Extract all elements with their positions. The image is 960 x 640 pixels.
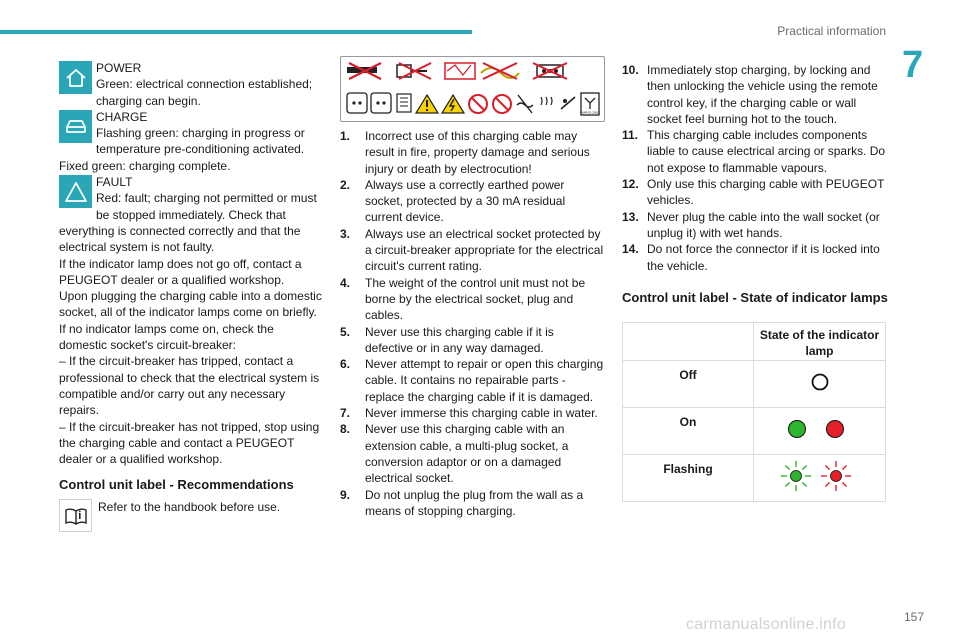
indicator-cell xyxy=(754,454,886,501)
right-column xyxy=(622,62,888,502)
list-item: 12. Only use this charging cable with PEUGEOT vehicles. xyxy=(622,177,885,208)
fault-paragraph: – If the circuit-breaker has not tripped, stop using the charging cable and contact a PEUGEOT dealer or a qualified workshop. xyxy=(59,419,320,467)
no-multi-plug-icon xyxy=(533,63,567,79)
recommendations-list-part-2 xyxy=(622,62,888,274)
list-item: 9. Do not unplug the plug from the wall as a means of stopping charging. xyxy=(340,487,584,518)
recommendations-heading: Control unit label - Recommendations xyxy=(59,477,294,493)
no-wet-hands-icon xyxy=(561,97,575,109)
recommendations-list-part-1 xyxy=(340,128,605,519)
charge-cable-icon xyxy=(580,93,601,115)
list-item: 10. Immediately stop charging, by locking and then unlocking the vehicle using the remote control key, if the charging cable or wall socket feel burning hot to the touch. xyxy=(622,63,878,126)
list-item: 13. Never plug the cable into the wall socket (or unplug it) with wet hands. xyxy=(622,209,880,240)
table-row xyxy=(623,454,886,501)
state-label: On xyxy=(623,407,754,454)
list-item: 4. The weight of the control unit must not be borne by the electrical socket, plug and cables. xyxy=(340,275,586,323)
handbook-text: Refer to the handbook before use. xyxy=(98,500,281,515)
fault-paragraph: – If the circuit-breaker has tripped, contact a professional to check that the electrical system is compatible and/or carry out any necessary repairs. xyxy=(59,354,320,418)
section-title: Practical information xyxy=(777,24,886,38)
no-extension-cable-icon xyxy=(347,63,381,79)
lamp-description: Green: electrical connection established; charging can begin. xyxy=(96,77,313,108)
lamp-description: Flashing green: charging in progress or temperature pre-conditioning activated. xyxy=(96,126,305,157)
electrical-hazard-icon xyxy=(442,95,464,113)
table-row xyxy=(623,360,886,407)
open-book-icon xyxy=(59,499,92,532)
handbook-note xyxy=(59,499,322,532)
list-item: 6. Never attempt to repair or open this charging cable. It contains no repairable parts - replace the charging cable if it is damaged. xyxy=(340,357,604,404)
fault-paragraph: If the indicator lamp does not go off, contact a PEUGEOT dealer or a qualified workshop. xyxy=(59,256,302,287)
control-unit-label-image xyxy=(340,56,605,122)
list-item: 7. Never immerse this charging cable in water. xyxy=(340,406,598,421)
warning-triangle-icon xyxy=(59,175,92,208)
list-item: 3. Always use an electrical socket protected by a circuit-breaker appropriate for the electrical circuit's current rating. xyxy=(340,226,604,274)
indicator-cell xyxy=(754,360,886,407)
flashing-green-lamp-icon xyxy=(781,461,811,491)
red-lamp-icon xyxy=(826,420,843,437)
hot-surface-icon xyxy=(541,97,552,105)
lamp-charge xyxy=(59,109,322,158)
no-immersion-icon xyxy=(517,95,533,113)
indicator-cell xyxy=(754,407,886,454)
empty-circle-icon xyxy=(805,367,835,397)
table-header-empty xyxy=(623,322,754,360)
no-open-icon xyxy=(493,95,511,113)
state-label: Flashing xyxy=(623,454,754,501)
watermark: carmanualsonline.info xyxy=(686,616,846,633)
lamp-extra: Fixed green: charging complete. xyxy=(59,158,231,173)
label-caption: CHARGE CABLE xyxy=(579,111,601,115)
no-damaged-socket-icon xyxy=(445,63,475,79)
state-label: Off xyxy=(623,360,754,407)
lamp-power xyxy=(59,60,322,109)
middle-column xyxy=(340,56,605,519)
lamp-name: CHARGE xyxy=(96,109,148,124)
lamp-name: POWER xyxy=(96,61,142,75)
no-wet-cable-icon xyxy=(481,63,519,79)
no-repair-icon xyxy=(469,95,487,113)
list-item: 5. Never use this charging cable if it is defective or in any way damaged. xyxy=(340,324,554,355)
earthed-socket-icon xyxy=(347,93,391,113)
list-item: 2. Always use a correctly earthed power socket, protected by a 30 mA residual current device. xyxy=(340,177,566,225)
page-number: 157 xyxy=(903,610,924,624)
car-icon xyxy=(59,110,92,143)
fault-paragraph: If no indicator lamps come on, check the domestic socket's circuit-breaker: xyxy=(59,321,274,353)
indicator-state-table xyxy=(622,322,886,502)
chapter-number: 7 xyxy=(902,44,924,86)
left-column xyxy=(59,60,322,532)
fault-paragraph: Red: fault; charging not permitted or must be stopped immediately. Check that everything is connected correctly and that the electrical system is not faulty. xyxy=(59,191,317,255)
no-adaptor-icon xyxy=(397,63,431,79)
state-table-heading: Control unit label - State of indicator lamps xyxy=(622,289,888,305)
list-item: 11. This charging cable includes components liable to cause electrical arcing or sparks. Do not expose to flammable vapours. xyxy=(622,128,886,175)
list-item: 8. Never use this charging cable with an extension cable, a multi-plug socket, a conversion adaptor or on a damaged electrical socket. xyxy=(340,422,569,486)
header-accent-bar xyxy=(0,30,472,34)
table-header: State of the indicator lamp xyxy=(754,322,886,360)
residual-current-device-icon xyxy=(397,94,411,112)
flashing-red-lamp-icon xyxy=(821,461,851,491)
home-icon xyxy=(59,61,92,94)
lamp-name: FAULT xyxy=(96,175,133,190)
table-row xyxy=(623,407,886,454)
lamp-fault xyxy=(59,174,322,255)
list-item: 14. Do not force the connector if it is locked into the vehicle. xyxy=(622,242,880,273)
list-item: 1. Incorrect use of this charging cable may result in fire, property damage and serious injury or death by electrocution! xyxy=(340,129,590,176)
fault-paragraph: Upon plugging the charging cable into a domestic socket, all of the indicator lamps come on briefly. xyxy=(59,289,322,320)
warning-triangle-icon xyxy=(416,95,438,113)
green-lamp-icon xyxy=(788,420,805,437)
